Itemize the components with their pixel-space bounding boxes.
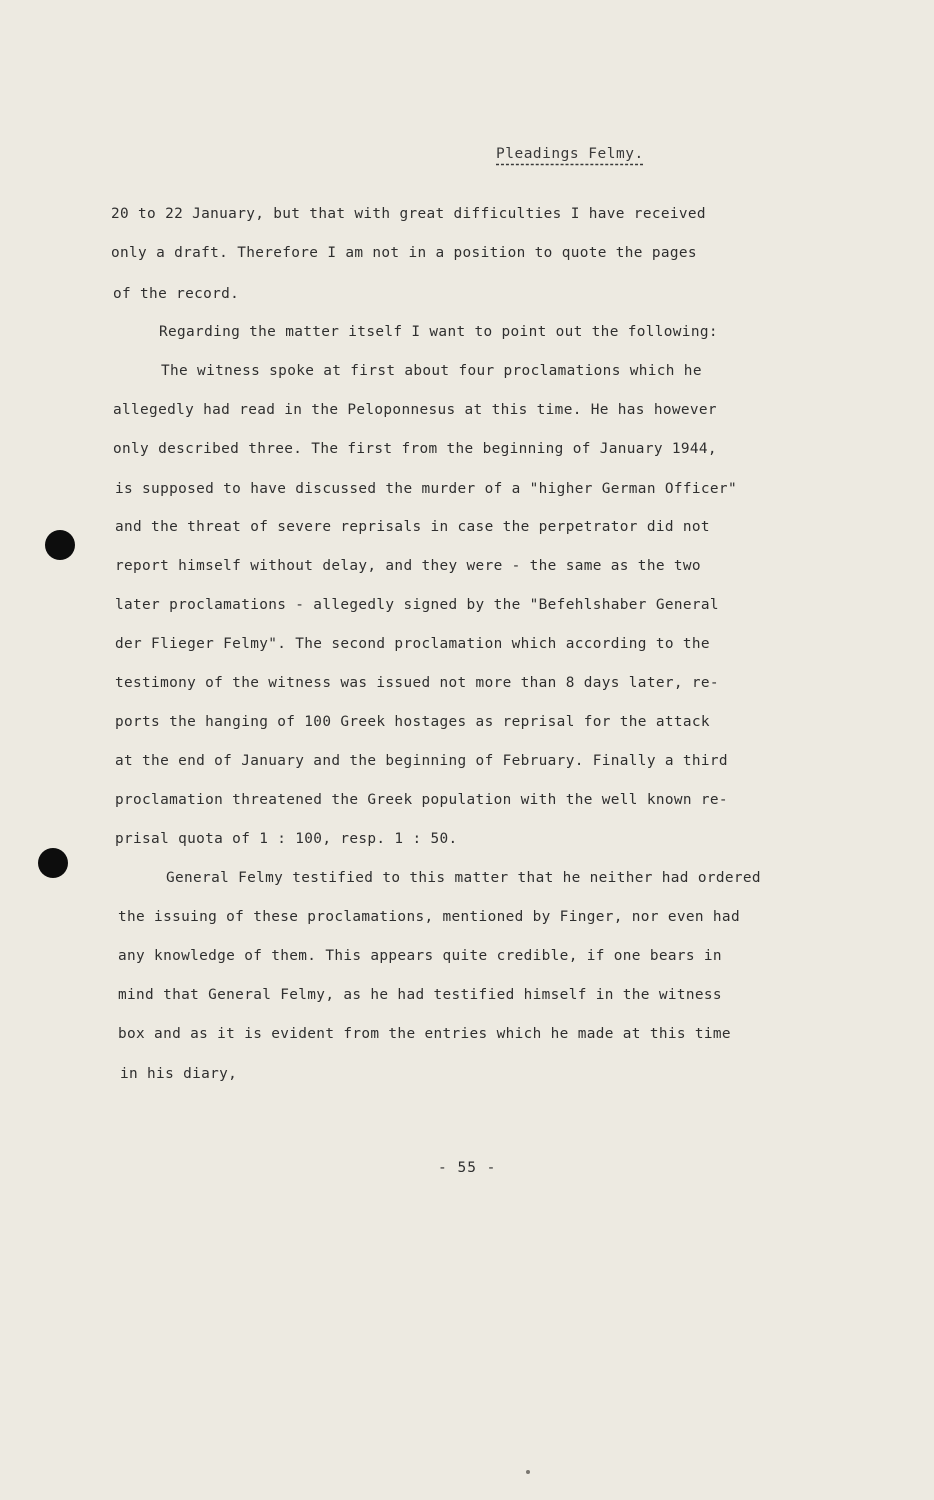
text-line: is supposed to have discussed the murder of a "higher German Officer" (115, 481, 737, 497)
page-header-title: Pleadings Felmy. (496, 146, 644, 162)
text-line: ports the hanging of 100 Greek hostages as reprisal for the attack (115, 714, 710, 730)
text-line: prisal quota of 1 : 100, resp. 1 : 50. (115, 831, 458, 847)
text-line: box and as it is evident from the entries which he made at this time (118, 1026, 731, 1042)
text-line: mind that General Felmy, as he had testified himself in the witness (118, 987, 722, 1003)
text-line: report himself without delay, and they were - the same as the two (115, 558, 701, 574)
text-line: of the record. (113, 286, 240, 302)
text-line: 20 to 22 January, but that with great difficulties I have received (111, 206, 706, 222)
text-line: proclamation threatened the Greek population with the well known re- (115, 792, 728, 808)
text-line: General Felmy testified to this matter that he neither had ordered (166, 870, 761, 886)
text-line: in his diary, (120, 1066, 238, 1082)
text-line: testimony of the witness was issued not more than 8 days later, re- (115, 675, 719, 691)
text-line: only described three. The first from the beginning of January 1944, (113, 441, 717, 457)
text-line: any knowledge of them. This appears quite credible, if one bears in (118, 948, 722, 964)
text-line: and the threat of severe reprisals in case the perpetrator did not (115, 519, 710, 535)
punch-hole (45, 530, 75, 560)
page-number: - 55 - (438, 1160, 497, 1176)
text-line: The witness spoke at first about four proclamations which he (161, 363, 702, 379)
text-line: der Flieger Felmy". The second proclamation which according to the (115, 636, 710, 652)
text-line: later proclamations - allegedly signed by the "Befehlshaber General (115, 597, 719, 613)
paper-speck (526, 1470, 530, 1474)
text-line: the issuing of these proclamations, mentioned by Finger, nor even had (118, 909, 740, 925)
text-line: at the end of January and the beginning of February. Finally a third (115, 753, 728, 769)
punch-hole (38, 848, 68, 878)
text-line: Regarding the matter itself I want to point out the following: (159, 324, 718, 340)
text-line: allegedly had read in the Peloponnesus at this time. He has however (113, 402, 717, 418)
text-line: only a draft. Therefore I am not in a position to quote the pages (111, 245, 697, 261)
